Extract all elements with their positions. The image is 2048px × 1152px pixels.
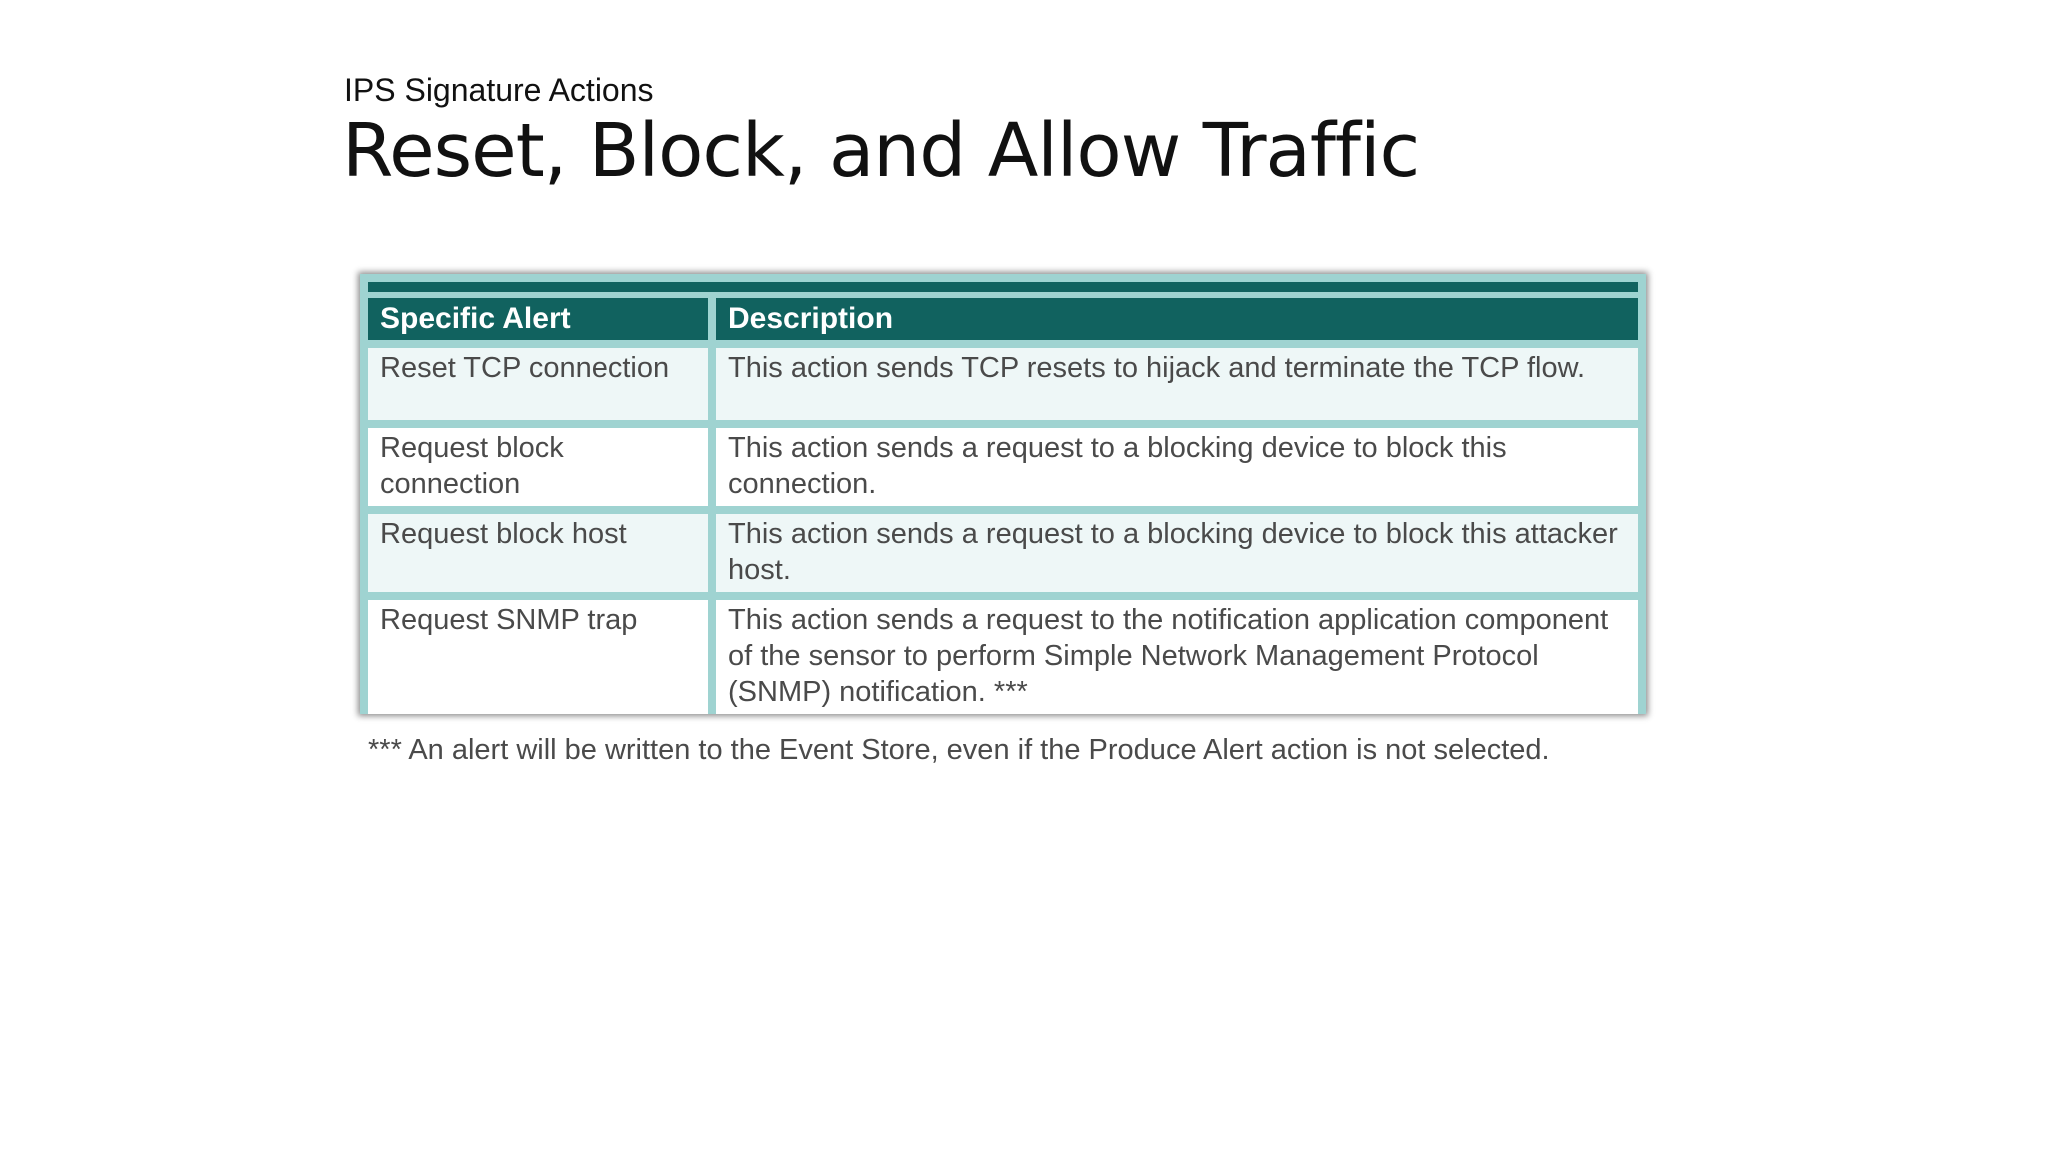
description-cell: This action sends TCP resets to hijack and terminate the TCP flow.	[708, 340, 1638, 420]
header-description: Description	[708, 298, 1638, 340]
alerts-table-frame	[360, 274, 1646, 714]
table-row	[368, 420, 1638, 506]
table-row	[368, 340, 1638, 420]
slide-title: Reset, Block, and Allow Traffic	[342, 108, 1420, 194]
alert-cell: Reset TCP connection	[368, 340, 708, 420]
footnote: *** An alert will be written to the Event Store, even if the Produce Alert action is not selected.	[368, 734, 1550, 766]
description-cell: This action sends a request to a blocking device to block this connection.	[708, 420, 1638, 506]
description-cell: This action sends a request to a blocking device to block this attacker host.	[708, 506, 1638, 592]
table-row	[368, 592, 1638, 714]
alert-cell: Request block host	[368, 506, 708, 592]
table-top-bar	[368, 282, 1638, 292]
description-cell: This action sends a request to the notification application component of the sensor to perform Simple Network Management Protocol (SNMP) notification. ***	[708, 592, 1638, 714]
alert-cell: Request SNMP trap	[368, 592, 708, 714]
table-row	[368, 506, 1638, 592]
table-header-row	[368, 298, 1638, 340]
alerts-table	[368, 298, 1638, 714]
slide-subtitle: IPS Signature Actions	[344, 72, 654, 108]
header-specific-alert: Specific Alert	[368, 298, 708, 340]
alert-cell: Request block connection	[368, 420, 708, 506]
